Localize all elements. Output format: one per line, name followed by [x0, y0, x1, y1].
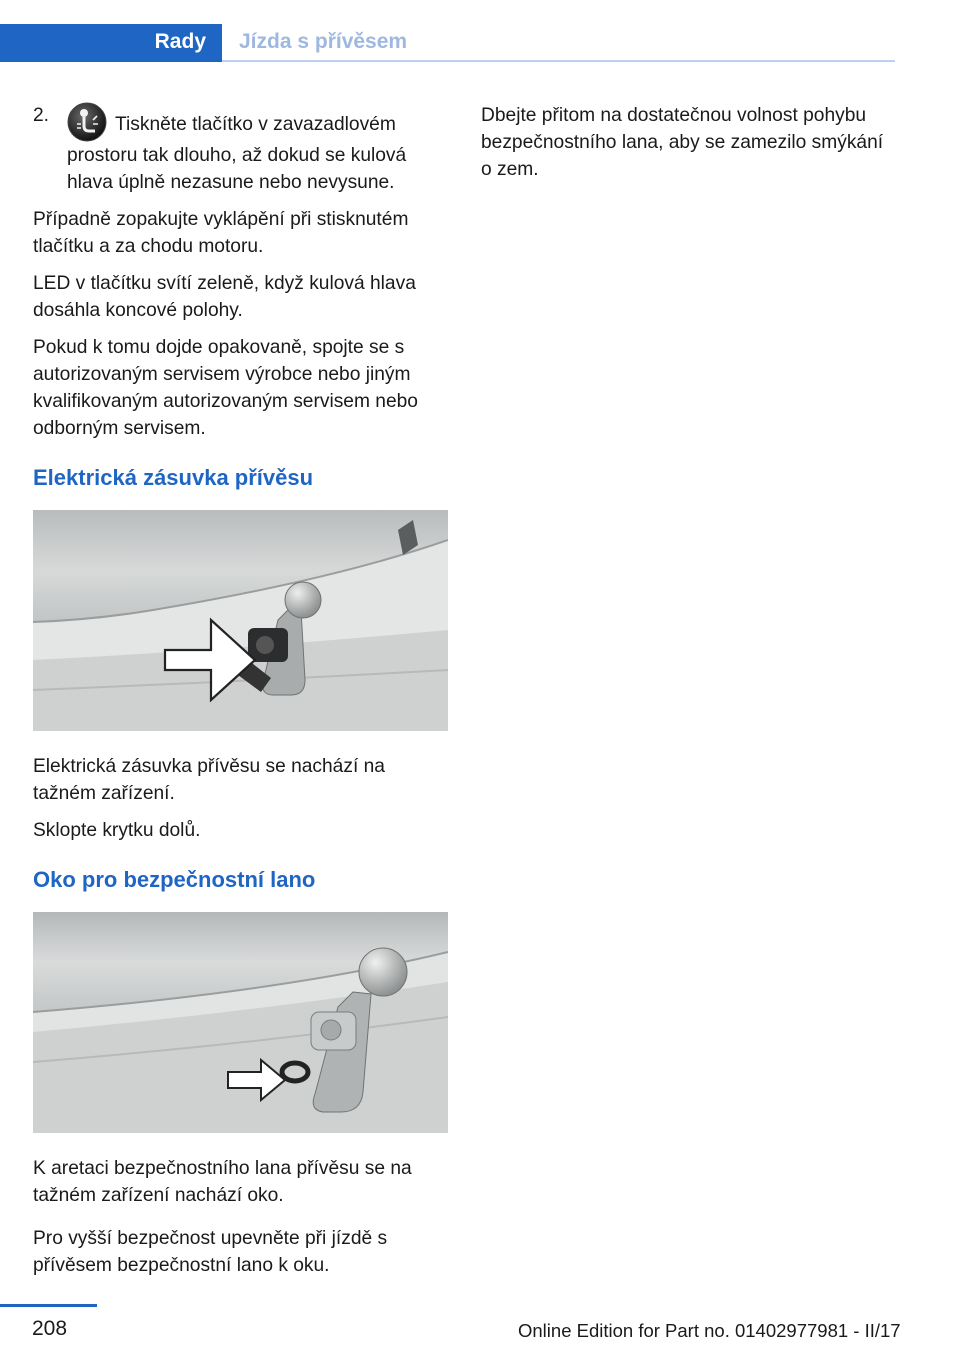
paragraph: Sklopte krytku dolů. [33, 820, 201, 841]
edition-info: Online Edition for Part no. 01402977981 - II/17 [518, 1320, 901, 1341]
paragraph: Elektrická zásuvka přívěsu se nachází na tažném zařízení. [33, 756, 385, 804]
safety-cable-eye-illustration [33, 912, 448, 1133]
section-heading-trailer-socket: Elektrická zásuvka přívěsu [33, 465, 314, 490]
paragraph: Dbejte přitom na dostatečnou volnost pohybu bezpečnostního lana, aby se zamezilo smýkání o zem. [481, 105, 884, 180]
left-column [33, 102, 448, 1289]
trailer-socket-illustration [33, 510, 448, 731]
paragraph: Pro vyšší bezpečnost upevněte při jízdě s přívěsem bezpečnostní lano k oku. [33, 1228, 388, 1276]
tab-jizda-s-privesem[interactable]: Jízda s přívěsem [239, 30, 408, 53]
page-number: 208 [32, 1317, 68, 1340]
footer-divider [0, 1304, 97, 1307]
paragraph: LED v tlačítku svítí zeleně, když kulová hlava dosáhla koncové polohy. [33, 273, 416, 321]
step-item [33, 102, 448, 196]
paragraph: Pokud k tomu dojde opakovaně, spojte se s autorizovaným servisem výrobce nebo jiným kvalifikovaným autorizovaným servisem nebo odborným servisem. [33, 337, 418, 439]
paragraph: Případně zopakujte vyklápění při stisknutém tlačítku a za chodu motoru. [33, 209, 409, 257]
right-column [481, 102, 895, 193]
paragraph: K aretaci bezpečnostního lana přívěsu se na tažném zařízení nachází oko. [33, 1158, 412, 1206]
tab-rady[interactable] [0, 24, 222, 62]
section-heading-safety-cable-eye: Oko pro bezpečnostní lano [33, 867, 316, 892]
trailer-hitch-button-icon [67, 102, 107, 142]
header-divider [222, 60, 895, 62]
page-header [0, 0, 895, 62]
tab-rady-label: Rady [154, 30, 206, 53]
step-text: Tiskněte tlačítko v zavazadlovém prostoru tak dlouho, až dokud se kulová hlava úplně nezasune nebo nevysune. [67, 114, 407, 193]
step-number: 2. [33, 105, 50, 126]
